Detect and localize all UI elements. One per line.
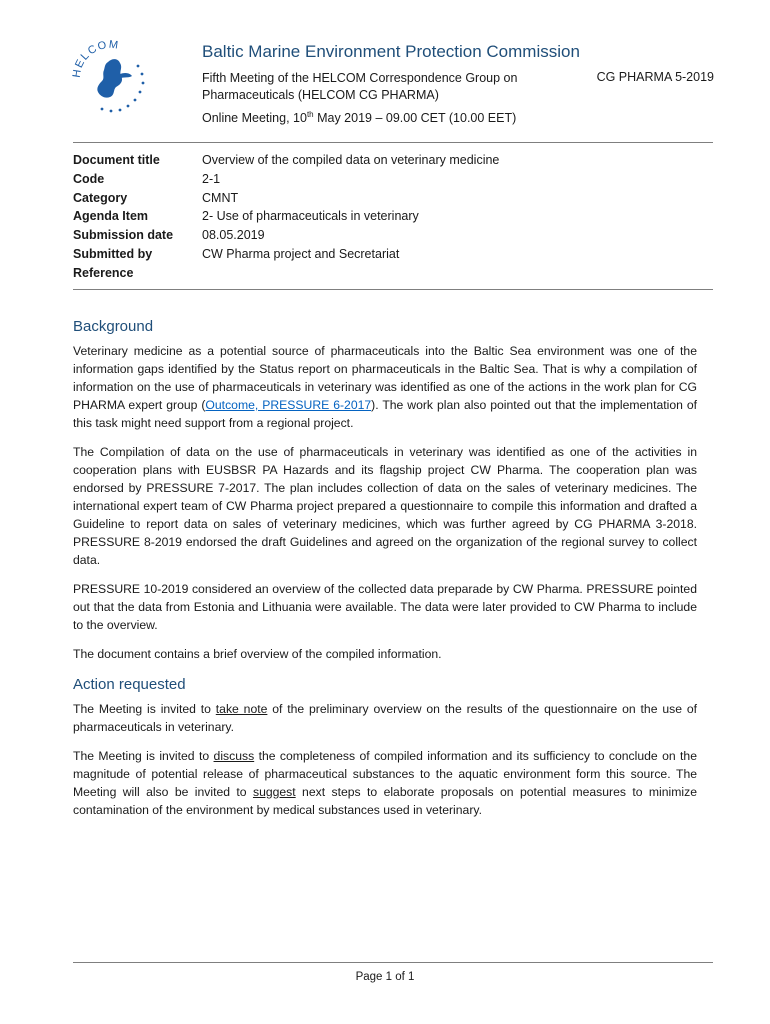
meeting-title: Fifth Meeting of the HELCOM Correspondence Group on Pharmaceuticals (HELCOM CG PHARMA) [202,71,518,102]
meeting-venue: Online Meeting, 10th May 2019 – 09.00 CET (10.00 EET) [202,110,517,126]
logo-text: HELCOM [70,38,121,79]
meta-row-title: Document title Overview of the compiled data on veterinary medicine [73,153,500,167]
action-paragraph-2: The Meeting is invited to discuss the completeness of compiled information and its sufficiency to conclude on the magnitude of potential release of pharmaceutical substances to the aquatic environment form this source. The Meeting will also be invited to suggest next steps to elaborate proposals on potential measures to minimize contamination of the environment by medical substances used in veterinary. [73,749,697,817]
org-title: Baltic Marine Environment Protection Commission [202,42,580,61]
action-requested-heading: Action requested [73,676,186,693]
background-heading: Background [73,318,154,335]
document-metadata [73,151,499,283]
background-paragraph-1: Veterinary medicine as a potential source of pharmaceuticals into the Baltic Sea environment was one of the information gaps identified by the Status report on pharmaceuticals in the Baltic Sea. That is why a compilation of information on the use of pharmaceuticals in veterinary was identified as one of the actions in the work plan for CG PHARMA expert group (Outcome, PRESSURE 6-2017). The work plan also pointed out that the implementation of this task might need support from a regional project. [73,344,697,430]
document-body [73,316,697,830]
background-paragraph-3: PRESSURE 10-2019 considered an overview of the collected data preparade by CW Pharma. PRESSURE pointed out that the data from Estonia and Lithuania were available. The data were later provided to CW Pharma to include to the overview. [73,582,697,632]
page-number: Page 1 of 1 [355,971,415,983]
background-paragraph-4: The document contains a brief overview of the compiled information. [73,647,442,661]
baltic-sea-shape [97,59,122,98]
meta-row-agenda-item: Agenda Item 2- Use of pharmaceuticals in veterinary [73,209,419,224]
metadata-divider [73,289,713,290]
action-paragraph-1: The Meeting is invited to take note of the preliminary overview on the results of the questionnaire on the use of pharmaceuticals in veterinary. [73,702,697,734]
meta-row-submission-date: Submission date 08.05.2019 [73,228,265,243]
background-paragraph-2: The Compilation of data on the use of pharmaceuticals in veterinary was identified as one of the activities in cooperation plans with EUSBSR PA Hazards and its flagship project CW Pharma. The cooperation plan was endorsed by PRESSURE 7-2017. The plan includes collection of data on the sales of veterinary medicines. The international expert team of CW Pharma project prepared a questionnaire to compile this information and drafted a Guideline to report data on sales of veterinary medicines, which was further agreed by CG PHARMA 3-2018. PRESSURE 8-2019 endorsed the draft Guidelines and agreed on the organization of the regional survey to collect data. [73,445,697,567]
meta-row-reference: Reference [73,265,134,280]
meta-row-code: Code 2-1 [73,171,221,186]
header-divider [73,142,713,143]
outcome-pressure-link[interactable]: Outcome, PRESSURE 6-2017 [205,398,372,412]
gulf-shape [120,73,132,78]
meta-row-submitted-by: Submitted by CW Pharma project and Secretariat [73,246,400,261]
document-code: CG PHARMA 5-2019 [596,70,714,84]
footer-divider [73,962,713,963]
helcom-logo [68,38,154,118]
meta-row-category: Category CMNT [73,190,239,205]
